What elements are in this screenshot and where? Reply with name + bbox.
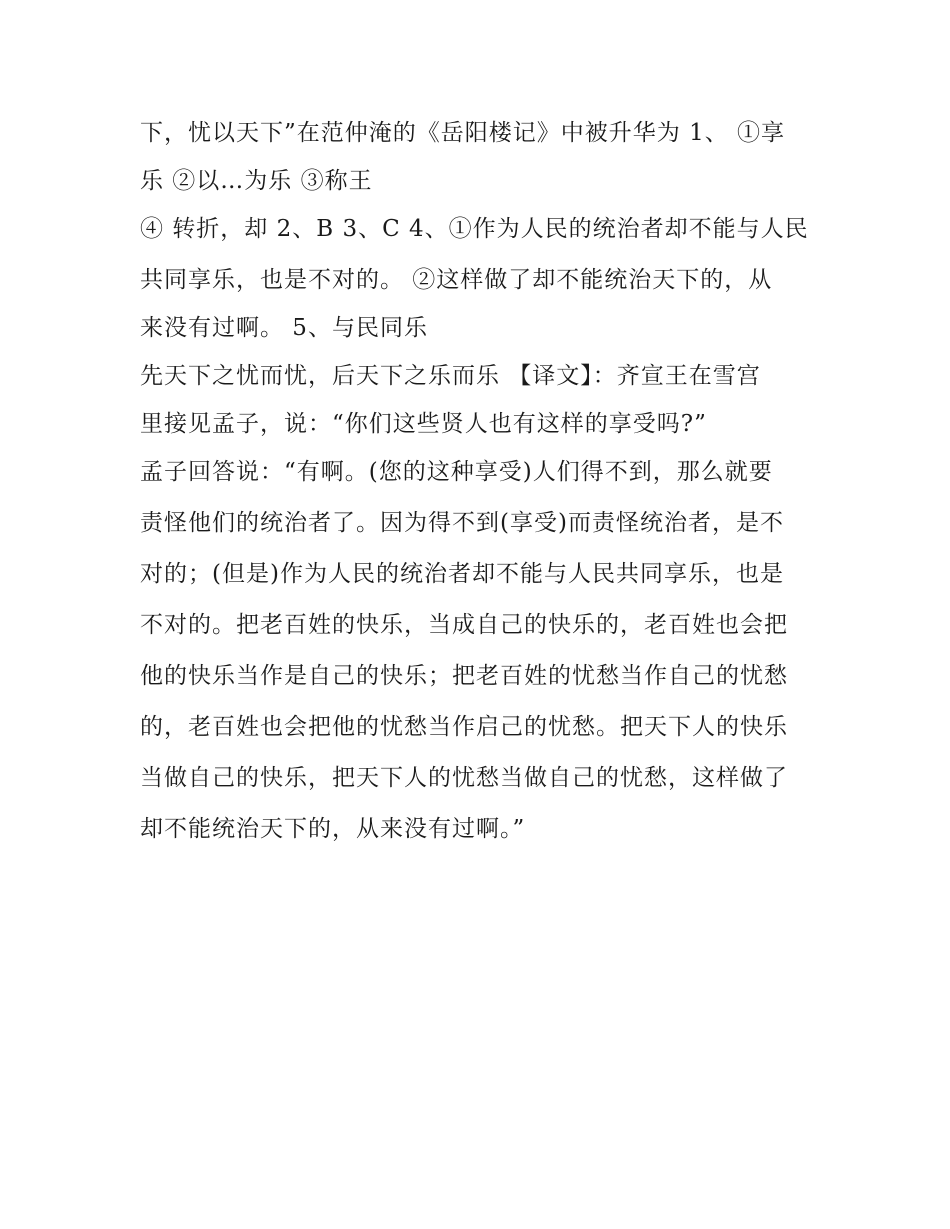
paragraph-translation-body — [140, 447, 820, 855]
text-line: 不对的。把老百姓的快乐，当成自己的快乐的，老百姓也会把 — [140, 612, 788, 638]
paragraph-answers-1 — [140, 108, 820, 204]
text-line: 孟子回答说：“有啊。(您的这种享受)人们得不到，那么就要 — [140, 459, 773, 485]
text-line: 来没有过啊。 5、与民同乐 — [140, 315, 428, 341]
text-line: 责怪他们的统治者了。因为得不到(享受)而责怪统治者，是不 — [140, 510, 784, 536]
text-line: 对的；(但是)作为人民的统治者却不能与人民共同享乐，也是 — [140, 561, 784, 587]
paragraph-translation-intro — [140, 351, 820, 447]
text-line: 的，老百姓也会把他的忧愁当作启己的忧愁。把天下人的快乐 — [140, 714, 788, 740]
document-body — [140, 108, 820, 855]
text-line: 里接见孟子，说：“你们这些贤人也有这样的享受吗?” — [140, 411, 707, 437]
text-line: 他的快乐当作是自己的快乐；把老百姓的忧愁当作自己的忧愁 — [140, 663, 788, 689]
text-line: 下，忧以天下”在范仲淹的《岳阳楼记》中被升华为 1、 ①享 — [140, 120, 786, 146]
text-line: 共同享乐，也是不对的。 ②这样做了却不能统治天下的，从 — [140, 267, 773, 293]
paragraph-answers-2 — [140, 204, 820, 351]
text-line: 乐 ②以…为乐 ③称王 — [140, 168, 373, 194]
text-line: 当做自己的快乐，把天下人的忧愁当做自己的忧愁，这样做了 — [140, 765, 788, 791]
text-line: 却不能统治天下的，从来没有过啊。” — [140, 816, 526, 842]
text-line: 先天下之忧而忧，后天下之乐而乐 【译文】：齐宣王在雪宫 — [140, 363, 761, 389]
text-line: ④ 转折，却 2、B 3、C 4、①作为人民的统治者却不能与人民 — [140, 216, 809, 242]
